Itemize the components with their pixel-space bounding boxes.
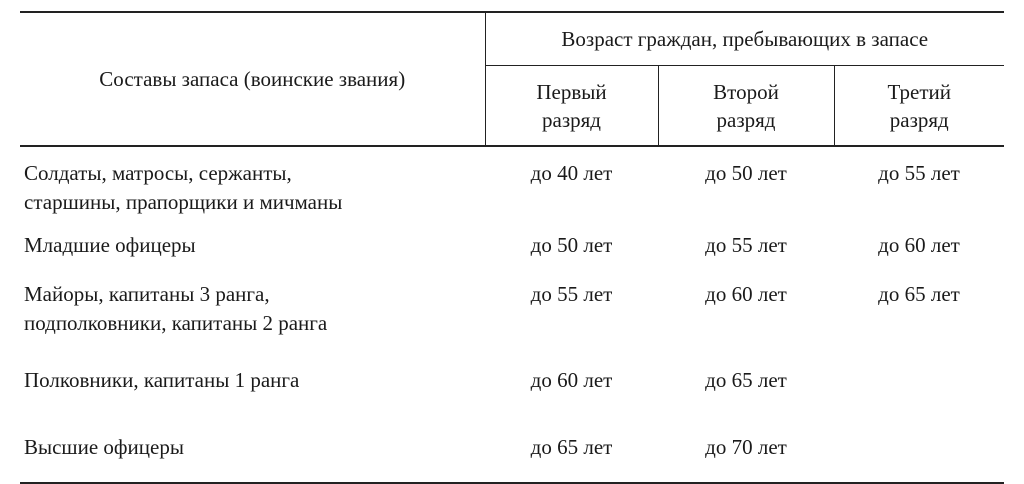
rank-cell bbox=[20, 225, 485, 276]
rank-line: старшины, прапорщики и мичманы bbox=[24, 190, 343, 214]
table-row bbox=[20, 225, 1004, 276]
table-row bbox=[20, 358, 1004, 418]
age-first-cell: до 50 лет bbox=[530, 233, 613, 257]
age-second-cell: до 55 лет bbox=[705, 233, 787, 257]
rank-cell bbox=[20, 146, 485, 225]
age-second-cell: до 50 лет bbox=[705, 161, 787, 185]
rank-cell bbox=[20, 418, 485, 483]
age-second-cell: до 65 лет bbox=[705, 368, 787, 392]
header-category-first bbox=[485, 66, 658, 147]
table-body bbox=[20, 146, 1004, 483]
age-first-cell: до 65 лет bbox=[485, 418, 658, 483]
age-second-cell: до 70 лет bbox=[658, 418, 834, 483]
reserve-age-table-container bbox=[20, 11, 1004, 484]
table-row bbox=[20, 418, 1004, 483]
rank-cell bbox=[20, 358, 485, 418]
age-second-cell: до 60 лет bbox=[705, 282, 787, 306]
age-third-cell bbox=[834, 358, 1004, 418]
rank-cell bbox=[20, 276, 485, 358]
table-row bbox=[20, 276, 1004, 358]
reserve-age-table bbox=[20, 11, 1004, 484]
rank-line: Солдаты, матросы, сержанты, bbox=[24, 161, 292, 185]
age-third-cell bbox=[834, 418, 1004, 483]
rank-line: Младшие офицеры bbox=[24, 233, 196, 257]
rank-line: Полковники, капитаны 1 ранга bbox=[24, 368, 300, 392]
header-category-third-line2: разряд bbox=[889, 107, 949, 132]
header-category-third bbox=[834, 66, 1004, 147]
table-header bbox=[20, 12, 1004, 146]
header-category-first-line2: разряд bbox=[542, 107, 601, 132]
header-category-third-line1: Третий bbox=[887, 79, 951, 104]
age-first-cell: до 55 лет bbox=[530, 282, 613, 306]
table-row bbox=[20, 146, 1004, 225]
age-third-cell: до 60 лет bbox=[878, 233, 960, 257]
rank-line: Высшие офицеры bbox=[24, 435, 184, 459]
header-category-second-line1: Второй bbox=[713, 79, 779, 104]
rank-line: Майоры, капитаны 3 ранга, bbox=[24, 282, 270, 306]
age-third-cell: до 65 лет bbox=[878, 282, 960, 306]
age-third-cell: до 55 лет bbox=[878, 161, 960, 185]
header-ranks: Составы запаса (воинские звания) bbox=[20, 12, 485, 146]
header-category-second-line2: разряд bbox=[716, 107, 776, 132]
header-age-group: Возраст граждан, пребывающих в запасе bbox=[485, 12, 1004, 66]
header-category-second bbox=[658, 66, 834, 147]
age-first-cell: до 40 лет bbox=[530, 161, 613, 185]
header-category-first-line1: Первый bbox=[536, 79, 607, 104]
rank-line: подполковники, капитаны 2 ранга bbox=[24, 311, 328, 335]
age-first-cell: до 60 лет bbox=[530, 368, 613, 392]
